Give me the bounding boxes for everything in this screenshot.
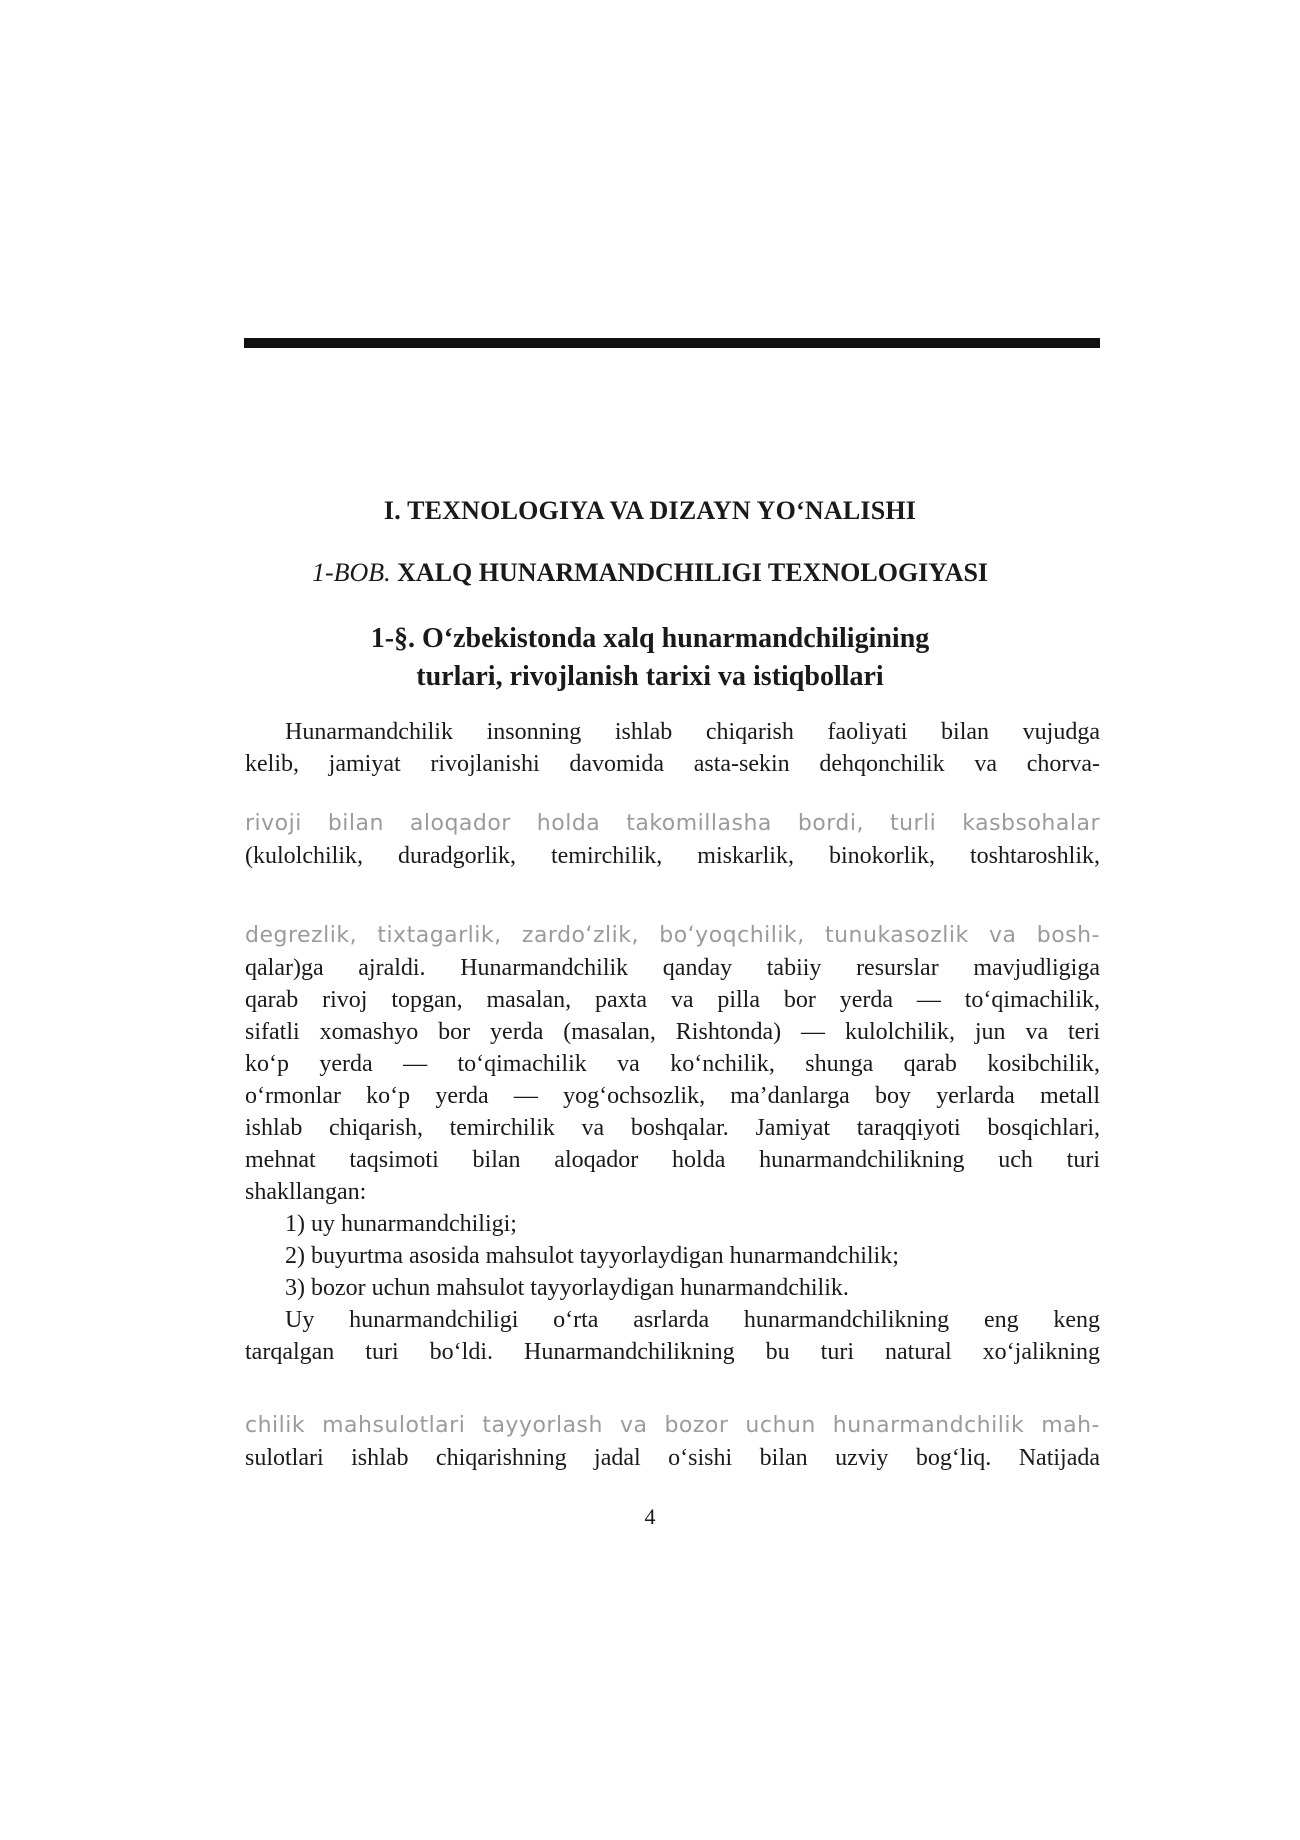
body-line: mehnat taqsimoti bilan aloqador holda hunarmandchilikning uch turi xyxy=(245,1147,1100,1173)
body-line: ko‘p yerda — to‘qimachilik va ko‘nchilik, shunga qarab kosibchilik, xyxy=(245,1051,1100,1077)
body-line: kelib, jamiyat rivojlanishi davomida asta-sekin dehqonchilik va chorva- xyxy=(245,751,1100,777)
body-line: shakllangan: xyxy=(245,1179,367,1205)
top-rule xyxy=(244,338,1100,348)
body-line: sulotlari ishlab chiqarishning jadal o‘sishi bilan uzviy bog‘liq. Natijada xyxy=(245,1445,1100,1471)
chapter-label: 1-BOB. xyxy=(311,558,391,587)
body-line: Hunarmandchilik insonning ishlab chiqarish faoliyati bilan vujudga xyxy=(285,719,1100,745)
section-title: I. TEXNOLOGIYA VA DIZAYN YO‘NALISHI xyxy=(383,496,917,525)
faded-line-1 xyxy=(245,808,1100,840)
faded-line-3 xyxy=(245,1410,1100,1442)
paragraph-title xyxy=(0,620,1300,696)
faded-text: degrezlik, tixtagarlik, zardo‘zlik, bo‘yoqchilik, tunukasozlik va bosh- xyxy=(245,923,1100,948)
list-item: 3) bozor uchun mahsulot tayyorlaydigan hunarmandchilik. xyxy=(285,1275,849,1301)
body-line: qarab rivoj topgan, masalan, paxta va pilla bor yerda — to‘qimachilik, xyxy=(245,987,1100,1013)
body-line: (kulolchilik, duradgorlik, temirchilik, miskarlik, binokorlik, toshtaroshlik, xyxy=(245,843,1100,869)
body-block-1 xyxy=(245,716,1100,780)
body-line: ishlab chiqarish, temirchilik va boshqalar. Jamiyat taraqqiyoti bosqichlari, xyxy=(245,1115,1100,1141)
faded-text: chilik mahsulotlari tayyorlash va bozor uchun hunarmandchilik mah- xyxy=(245,1413,1100,1438)
body-line: o‘rmonlar ko‘p yerda — yog‘ochsozlik, ma’danlarga boy yerlarda metall xyxy=(245,1083,1100,1109)
paragraph-title-line-1: 1-§. O‘zbekistonda xalq hunarmandchiligining xyxy=(370,623,930,654)
chapter-title xyxy=(0,558,1300,588)
body-line: Uy hunarmandchiligi o‘rta asrlarda hunarmandchilikning eng keng xyxy=(285,1307,1100,1333)
body-line: qalar)ga ajraldi. Hunarmandchilik qanday tabiiy resurslar mavjudligiga xyxy=(245,955,1100,981)
body-line: sifatli xomashyo bor yerda (masalan, Rishtonda) — kulolchilik, jun va teri xyxy=(245,1019,1100,1045)
list-item: 1) uy hunarmandchiligi; xyxy=(285,1211,517,1237)
body-line: tarqalgan turi bo‘ldi. Hunarmandchilikning bu turi natural xo‘jalikning xyxy=(245,1339,1100,1365)
page-number: 4 xyxy=(644,1504,656,1529)
body-block-2 xyxy=(245,840,1100,872)
chapter-name: XALQ HUNARMANDCHILIGI TEXNOLOGIYASI xyxy=(397,558,989,587)
body-block-3 xyxy=(245,952,1100,1368)
body-block-5 xyxy=(245,1442,1100,1474)
list-item: 2) buyurtma asosida mahsulot tayyorlaydigan hunarmandchilik; xyxy=(285,1243,899,1269)
faded-line-2 xyxy=(245,920,1100,952)
faded-text: rivoji bilan aloqador holda takomillasha bordi, turli kasbsohalar xyxy=(245,811,1100,836)
paragraph-title-line-2: turlari, rivojlanish tarixi va istiqbollari xyxy=(416,661,884,692)
